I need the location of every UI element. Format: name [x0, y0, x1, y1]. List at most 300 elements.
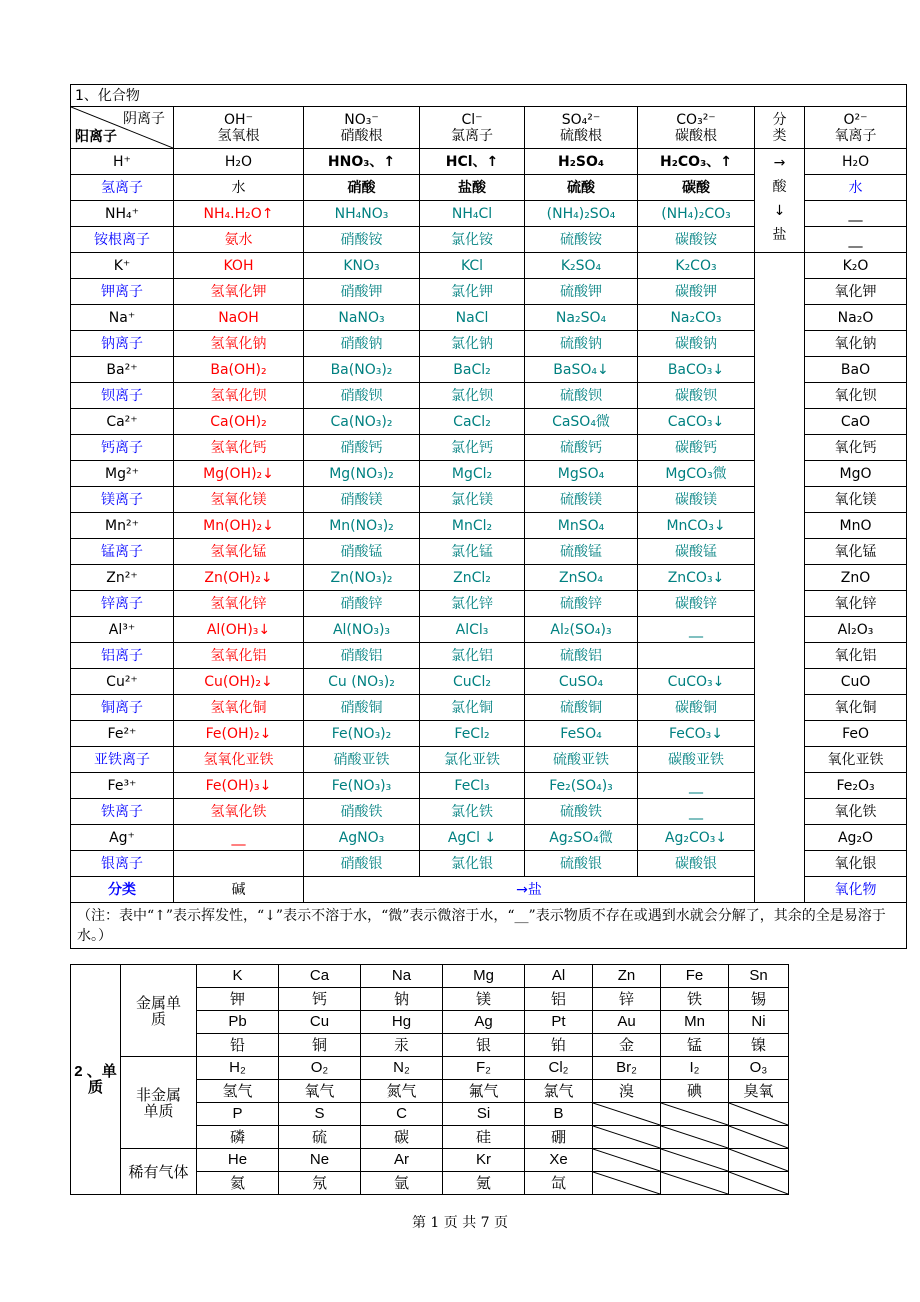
compound-formula: CuCl₂	[420, 669, 525, 695]
compound-name: 硫酸镁	[525, 487, 638, 513]
compound-name: 碳酸镁	[638, 487, 755, 513]
compound-name: 氯化钠	[420, 331, 525, 357]
compound-name: 硫酸铝	[525, 643, 638, 669]
cation-label: 阳离子	[75, 129, 117, 145]
compound-name: 硫酸钙	[525, 435, 638, 461]
section2-title: 2 、单质	[71, 965, 121, 1195]
compound-name: 盐酸	[420, 175, 525, 201]
compounds-table	[70, 84, 907, 949]
strike-line	[661, 1126, 728, 1148]
anion-name: 氧离子	[834, 127, 877, 144]
oxide-formula: BaO	[805, 357, 907, 383]
element-cell: 氟气	[443, 1080, 525, 1103]
compound-name: 碳酸	[638, 175, 755, 201]
compound-formula: H₂SO₄	[525, 149, 638, 175]
oxide-formula: CuO	[805, 669, 907, 695]
elements-table	[70, 964, 789, 1195]
element-cell: 铅	[197, 1034, 279, 1057]
oxide-name: __	[805, 227, 907, 253]
compound-formula: Mn(OH)₂↓	[174, 513, 304, 539]
compound-formula: Zn(OH)₂↓	[174, 565, 304, 591]
note-row	[71, 903, 907, 949]
compound-formula: Mg(OH)₂↓	[174, 461, 304, 487]
compound-name: 碳酸钡	[638, 383, 755, 409]
empty-cell	[593, 1126, 661, 1149]
cation-formula: Ba²⁺	[71, 357, 174, 383]
compound-formula: Fe(OH)₃↓	[174, 773, 304, 799]
compound-name: 硫酸锰	[525, 539, 638, 565]
classification-base: 碱	[174, 877, 304, 903]
compound-name: 碳酸银	[638, 851, 755, 877]
oxide-name: 氧化镁	[805, 487, 907, 513]
oxide-formula: CaO	[805, 409, 907, 435]
anion-header	[525, 107, 638, 149]
element-cell: 铝	[525, 988, 593, 1011]
oxide-formula: FeO	[805, 721, 907, 747]
classify-arrow2: ↓	[773, 203, 786, 219]
element-cell: 镍	[729, 1034, 789, 1057]
compound-name: 硝酸钾	[304, 279, 420, 305]
compound-name: 氢氧化锰	[174, 539, 304, 565]
note-text: （注：表中“↑”表示挥发性，“↓”表示不溶于水，“微”表示微溶于水，“__”表示物质不存在或遇到水就会分解了，其余的全是易溶于水。）	[71, 903, 907, 949]
element-cell: Al	[525, 965, 593, 988]
oxide-name: 氧化亚铁	[805, 747, 907, 773]
cation-name: 锌离子	[71, 591, 174, 617]
compound-name: 氢氧化铜	[174, 695, 304, 721]
compound-formula: MnCO₃↓	[638, 513, 755, 539]
compound-name: 氯化银	[420, 851, 525, 877]
classification-blank	[755, 253, 805, 903]
cation-name: 镁离子	[71, 487, 174, 513]
compound-formula: Al₂(SO₄)₃	[525, 617, 638, 643]
compound-formula: BaSO₄↓	[525, 357, 638, 383]
element-cell: 硅	[443, 1126, 525, 1149]
compound-formula: CuCO₃↓	[638, 669, 755, 695]
element-cell: 锰	[661, 1034, 729, 1057]
element-cell: O₃	[729, 1057, 789, 1080]
classify-suan: 酸	[772, 179, 787, 195]
compound-formula: ZnCO₃↓	[638, 565, 755, 591]
strike-line	[593, 1172, 660, 1194]
empty-cell	[593, 1149, 661, 1172]
compound-formula: AgCl ↓	[420, 825, 525, 851]
element-cell: 铜	[279, 1034, 361, 1057]
element-cell: 氢气	[197, 1080, 279, 1103]
compound-formula: FeCl₃	[420, 773, 525, 799]
element-cell: Xe	[525, 1149, 593, 1172]
compound-formula: NH₄.H₂O↑	[174, 201, 304, 227]
anion-name: 氢氧根	[217, 127, 260, 144]
compound-formula: H₂CO₃、↑	[638, 149, 755, 175]
compound-formula: Ca(NO₃)₂	[304, 409, 420, 435]
compound-formula: __	[174, 825, 304, 851]
compound-name: 碳酸钙	[638, 435, 755, 461]
compound-name: 硫酸钾	[525, 279, 638, 305]
oxide-formula: ZnO	[805, 565, 907, 591]
compound-name: 氯化铝	[420, 643, 525, 669]
empty-cell	[729, 1149, 789, 1172]
compound-name: 硝酸锌	[304, 591, 420, 617]
compound-name: 氯化钾	[420, 279, 525, 305]
compound-formula: CaCO₃↓	[638, 409, 755, 435]
compound-name: 硝酸钡	[304, 383, 420, 409]
compound-name: 氨水	[174, 227, 304, 253]
element-cell: S	[279, 1103, 361, 1126]
compound-formula: ZnSO₄	[525, 565, 638, 591]
element-cell: Zn	[593, 965, 661, 988]
compound-formula: MnSO₄	[525, 513, 638, 539]
compound-formula: Cu (NO₃)₂	[304, 669, 420, 695]
element-cell: Fe	[661, 965, 729, 988]
element-row	[71, 965, 789, 988]
anion-name: 硫酸根	[560, 127, 602, 144]
empty-cell	[729, 1103, 789, 1126]
strike-line	[729, 1126, 788, 1148]
element-cell: 氦	[197, 1172, 279, 1195]
classification-oxide: 氧化物	[805, 877, 907, 903]
element-cell: O₂	[279, 1057, 361, 1080]
compound-name: 氯化铜	[420, 695, 525, 721]
anion-header	[420, 107, 525, 149]
cation-name: 铁离子	[71, 799, 174, 825]
cation-formula: H⁺	[71, 149, 174, 175]
cation-formula: Al³⁺	[71, 617, 174, 643]
compound-name: 硝酸铜	[304, 695, 420, 721]
compound-formula: FeCO₃↓	[638, 721, 755, 747]
compound-name: 碳酸锌	[638, 591, 755, 617]
element-cell: 磷	[197, 1126, 279, 1149]
compound-name: 硫酸银	[525, 851, 638, 877]
strike-line	[729, 1172, 788, 1194]
compound-name: 氯化钡	[420, 383, 525, 409]
element-cell: Ag	[443, 1011, 525, 1034]
compound-formula: NaOH	[174, 305, 304, 331]
compound-formula: MgCl₂	[420, 461, 525, 487]
element-cell: 氖	[279, 1172, 361, 1195]
compound-name: 氯化铁	[420, 799, 525, 825]
compound-name: 硫酸亚铁	[525, 747, 638, 773]
element-row	[71, 1149, 789, 1172]
compound-formula: CaCl₂	[420, 409, 525, 435]
cation-formula: Na⁺	[71, 305, 174, 331]
element-cell: 氪	[443, 1172, 525, 1195]
oxide-name: 氧化钙	[805, 435, 907, 461]
element-cell: 氯气	[525, 1080, 593, 1103]
element-cell: 溴	[593, 1080, 661, 1103]
strike-line	[593, 1149, 660, 1171]
compound-name: 氯化锰	[420, 539, 525, 565]
compound-formula: Ba(NO₃)₂	[304, 357, 420, 383]
element-cell: 银	[443, 1034, 525, 1057]
compound-formula: Ag₂SO₄微	[525, 825, 638, 851]
compound-formula: MgSO₄	[525, 461, 638, 487]
compound-formula: FeSO₄	[525, 721, 638, 747]
element-cell: N₂	[361, 1057, 443, 1080]
oxide-formula: __	[805, 201, 907, 227]
classification-column	[755, 149, 805, 253]
element-row	[71, 1057, 789, 1080]
compound-formula: CaSO₄微	[525, 409, 638, 435]
compound-formula: Na₂SO₄	[525, 305, 638, 331]
compound-name: 硫酸钡	[525, 383, 638, 409]
anion-header	[755, 107, 805, 149]
compound-formula: K₂SO₄	[525, 253, 638, 279]
cation-formula: Zn²⁺	[71, 565, 174, 591]
classify-fen: 分	[772, 111, 787, 128]
element-cell: C	[361, 1103, 443, 1126]
compound-formula: Mn(NO₃)₂	[304, 513, 420, 539]
element-cell: 锌	[593, 988, 661, 1011]
compound-formula: __	[638, 773, 755, 799]
anion-formula: CO₃²⁻	[676, 111, 716, 128]
compound-name: 氯化亚铁	[420, 747, 525, 773]
cation-formula: Ag⁺	[71, 825, 174, 851]
compound-formula: Ca(OH)₂	[174, 409, 304, 435]
element-cell: 镁	[443, 988, 525, 1011]
compound-formula: KCl	[420, 253, 525, 279]
oxide-name: 氧化钡	[805, 383, 907, 409]
oxide-formula: Ag₂O	[805, 825, 907, 851]
element-cell: 金	[593, 1034, 661, 1057]
empty-cell	[661, 1172, 729, 1195]
compound-name: 氯化钙	[420, 435, 525, 461]
oxide-formula: K₂O	[805, 253, 907, 279]
cation-formula: NH₄⁺	[71, 201, 174, 227]
nonmetal-label: 非金属单质	[121, 1057, 197, 1149]
element-cell: 钙	[279, 988, 361, 1011]
oxide-name: 水	[805, 175, 907, 201]
compound-name: 水	[174, 175, 304, 201]
element-cell: 锡	[729, 988, 789, 1011]
anion-header	[638, 107, 755, 149]
compound-formula: Ba(OH)₂	[174, 357, 304, 383]
oxide-formula: MgO	[805, 461, 907, 487]
cation-formula: K⁺	[71, 253, 174, 279]
compound-name: 氢氧化铁	[174, 799, 304, 825]
anion-label: 阴离子	[123, 111, 165, 127]
oxide-name: 氧化锌	[805, 591, 907, 617]
compound-name: 硝酸钙	[304, 435, 420, 461]
element-cell: Mn	[661, 1011, 729, 1034]
compound-name	[638, 643, 755, 669]
compound-name: 氢氧化钙	[174, 435, 304, 461]
compound-formula: (NH₄)₂SO₄	[525, 201, 638, 227]
anion-formula: Cl⁻	[461, 111, 483, 128]
compound-name: 硫酸钠	[525, 331, 638, 357]
element-cell: 硫	[279, 1126, 361, 1149]
element-cell: 碳	[361, 1126, 443, 1149]
cation-formula: Mn²⁺	[71, 513, 174, 539]
anion-formula: OH⁻	[224, 111, 253, 128]
compound-name: 氢氧化镁	[174, 487, 304, 513]
section-title: 1、化合物	[71, 85, 907, 107]
compound-formula: MnCl₂	[420, 513, 525, 539]
element-cell: Hg	[361, 1011, 443, 1034]
compound-formula: AgNO₃	[304, 825, 420, 851]
element-cell: P	[197, 1103, 279, 1126]
table-row	[71, 149, 907, 175]
compound-formula: KOH	[174, 253, 304, 279]
compound-name: 氢氧化锌	[174, 591, 304, 617]
compound-formula: CuSO₄	[525, 669, 638, 695]
compound-name: 氢氧化亚铁	[174, 747, 304, 773]
oxide-formula: Na₂O	[805, 305, 907, 331]
strike-line	[729, 1149, 788, 1171]
cation-name: 钡离子	[71, 383, 174, 409]
empty-cell	[661, 1103, 729, 1126]
compound-name: 硝酸锰	[304, 539, 420, 565]
compound-formula: FeCl₂	[420, 721, 525, 747]
classification-salt: →盐	[304, 877, 755, 903]
anion-name: 氯离子	[451, 127, 493, 144]
empty-cell	[729, 1172, 789, 1195]
compound-formula: NH₄NO₃	[304, 201, 420, 227]
anion-header	[304, 107, 420, 149]
cation-name: 氢离子	[71, 175, 174, 201]
cation-formula: Cu²⁺	[71, 669, 174, 695]
strike-line	[593, 1126, 660, 1148]
element-cell: 氧气	[279, 1080, 361, 1103]
classify-yan: 盐	[772, 227, 787, 243]
oxide-name: 氧化银	[805, 851, 907, 877]
anion-formula: SO₄²⁻	[561, 111, 601, 128]
element-cell: Cu	[279, 1011, 361, 1034]
empty-cell	[661, 1149, 729, 1172]
compound-name: 碳酸铵	[638, 227, 755, 253]
noble-label: 稀有气体	[121, 1149, 197, 1195]
compound-formula: HNO₃、↑	[304, 149, 420, 175]
compound-name: 碳酸亚铁	[638, 747, 755, 773]
compound-name: 氯化锌	[420, 591, 525, 617]
compound-formula: Al(OH)₃↓	[174, 617, 304, 643]
compound-formula: KNO₃	[304, 253, 420, 279]
element-cell: B	[525, 1103, 593, 1126]
oxide-name: 氧化锰	[805, 539, 907, 565]
cation-name: 银离子	[71, 851, 174, 877]
element-cell: F₂	[443, 1057, 525, 1080]
compound-formula: Fe(OH)₂↓	[174, 721, 304, 747]
compound-name: 氯化铵	[420, 227, 525, 253]
element-cell: K	[197, 965, 279, 988]
element-cell: Ca	[279, 965, 361, 988]
cation-name: 锰离子	[71, 539, 174, 565]
compound-name: 碳酸钾	[638, 279, 755, 305]
element-cell: 氙	[525, 1172, 593, 1195]
element-cell: 氩	[361, 1172, 443, 1195]
compound-formula: (NH₄)₂CO₃	[638, 201, 755, 227]
compound-name: 硝酸铝	[304, 643, 420, 669]
oxide-formula: Al₂O₃	[805, 617, 907, 643]
element-cell: He	[197, 1149, 279, 1172]
cation-name: 铵根离子	[71, 227, 174, 253]
anion-name: 碳酸根	[675, 127, 717, 144]
strike-line	[661, 1172, 728, 1194]
compound-formula: NH₄Cl	[420, 201, 525, 227]
classification-label: 分类	[71, 877, 174, 903]
element-cell: 铂	[525, 1034, 593, 1057]
classify-lei: 类	[772, 127, 787, 144]
compound-formula: Mg(NO₃)₂	[304, 461, 420, 487]
metal-label: 金属单质	[121, 965, 197, 1057]
compound-name: 硝酸铁	[304, 799, 420, 825]
cation-formula: Fe²⁺	[71, 721, 174, 747]
compound-formula: K₂CO₃	[638, 253, 755, 279]
element-cell: Br₂	[593, 1057, 661, 1080]
compound-name: 硫酸铁	[525, 799, 638, 825]
cation-formula: Mg²⁺	[71, 461, 174, 487]
corner-header	[71, 107, 174, 149]
element-cell: Cl₂	[525, 1057, 593, 1080]
table-row	[71, 253, 907, 279]
element-cell: Ar	[361, 1149, 443, 1172]
element-cell: Ni	[729, 1011, 789, 1034]
element-cell: 铁	[661, 988, 729, 1011]
oxide-name: 氧化铜	[805, 695, 907, 721]
compound-name: 硝酸铵	[304, 227, 420, 253]
element-cell: Kr	[443, 1149, 525, 1172]
element-cell: H₂	[197, 1057, 279, 1080]
cation-name: 钙离子	[71, 435, 174, 461]
strike-line	[661, 1103, 728, 1125]
compound-formula: ZnCl₂	[420, 565, 525, 591]
compound-formula: __	[638, 617, 755, 643]
compound-name: 氢氧化钡	[174, 383, 304, 409]
oxide-name: 氧化铝	[805, 643, 907, 669]
compound-name: 碳酸铜	[638, 695, 755, 721]
cation-formula: Ca²⁺	[71, 409, 174, 435]
compound-formula: Al(NO₃)₃	[304, 617, 420, 643]
element-cell: Mg	[443, 965, 525, 988]
compound-formula: Cu(OH)₂↓	[174, 669, 304, 695]
element-cell: Pt	[525, 1011, 593, 1034]
compound-name: __	[638, 799, 755, 825]
compound-name: 硝酸亚铁	[304, 747, 420, 773]
empty-cell	[661, 1126, 729, 1149]
oxide-formula: MnO	[805, 513, 907, 539]
oxide-name: 氧化钾	[805, 279, 907, 305]
empty-cell	[593, 1103, 661, 1126]
element-cell: 碘	[661, 1080, 729, 1103]
compound-name: 硫酸铵	[525, 227, 638, 253]
empty-cell	[729, 1126, 789, 1149]
compound-name: 碳酸钠	[638, 331, 755, 357]
compound-formula: Na₂CO₃	[638, 305, 755, 331]
cation-formula: Fe³⁺	[71, 773, 174, 799]
element-cell: 臭氧	[729, 1080, 789, 1103]
compound-formula: HCl、↑	[420, 149, 525, 175]
anion-header	[805, 107, 907, 149]
compound-formula: Fe₂(SO₄)₃	[525, 773, 638, 799]
element-cell: Au	[593, 1011, 661, 1034]
element-cell: Si	[443, 1103, 525, 1126]
compound-name: 硫酸锌	[525, 591, 638, 617]
compound-name: 硫酸铜	[525, 695, 638, 721]
compound-name: 硝酸钠	[304, 331, 420, 357]
element-cell: I₂	[661, 1057, 729, 1080]
classify-arrow1: →	[773, 155, 786, 171]
oxide-name: 氧化铁	[805, 799, 907, 825]
element-cell: Sn	[729, 965, 789, 988]
element-cell: 钾	[197, 988, 279, 1011]
compound-name: 硝酸银	[304, 851, 420, 877]
compound-name: 氢氧化钠	[174, 331, 304, 357]
empty-cell	[593, 1172, 661, 1195]
compound-name	[174, 851, 304, 877]
strike-line	[729, 1103, 788, 1125]
compound-formula: H₂O	[174, 149, 304, 175]
anion-name: 硝酸根	[340, 127, 383, 144]
compound-name: 碳酸锰	[638, 539, 755, 565]
